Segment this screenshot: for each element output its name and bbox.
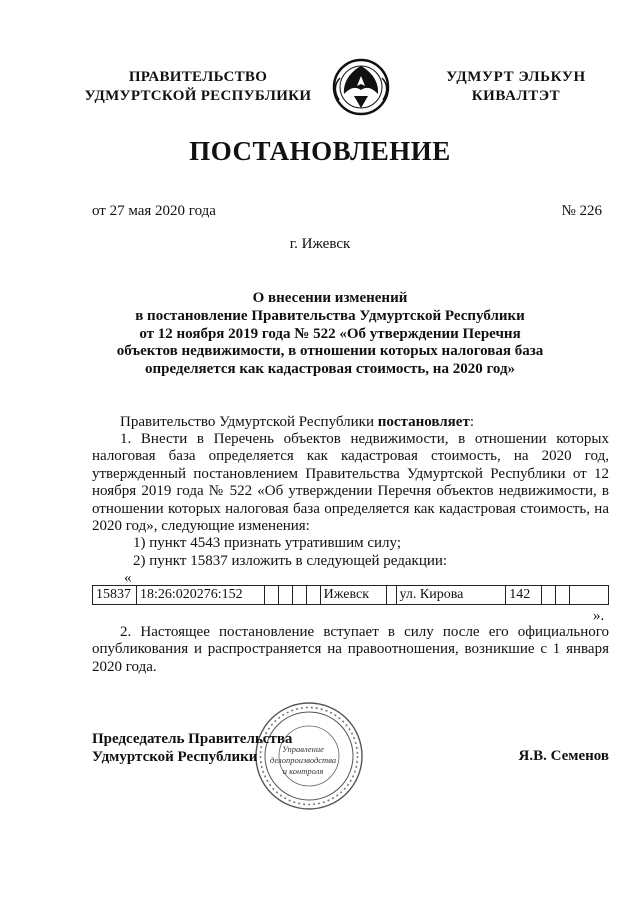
header-right-line1: УДМУРТ ЭЛЬКУН — [446, 69, 586, 85]
document-date: от 27 мая 2020 года — [92, 203, 216, 219]
intro-bold: постановляет — [377, 414, 470, 430]
quote-close: ». — [593, 608, 605, 624]
table-cell: 142 — [506, 586, 542, 605]
intro-suffix: : — [469, 414, 474, 430]
stamp-line3: и контроля — [282, 766, 324, 776]
table-cell — [264, 586, 278, 605]
signatory-title-line2: Удмуртской Республики — [92, 749, 258, 765]
table-cell — [278, 586, 292, 605]
resolution-item-2: 2. Настоящее постановление вступает в силу после его официального опубликования и распространяется на правоотношения, возникшие с 1 января 2020 года. — [92, 624, 609, 675]
subject-line4: объектов недвижимости, в отношении которых налоговая база — [116, 343, 544, 360]
table-cell — [386, 586, 396, 605]
table-cell — [556, 586, 570, 605]
stamp-line2: делопроизводства — [269, 755, 337, 765]
subject-line3: от 12 ноября 2019 года № 522 «Об утверждении Перечня — [139, 325, 521, 342]
signatory-name: Я.В. Семенов — [518, 748, 609, 764]
signatory-title-line1: Председатель Правительства — [92, 731, 293, 747]
table-cell: 18:26:020276:152 — [136, 586, 264, 605]
subitem-2: 2) пункт 15837 изложить в следующей редакции: — [133, 553, 448, 569]
table-cell: Ижевск — [320, 586, 386, 605]
header-right-block — [416, 68, 616, 106]
subject-line2: в постановление Правительства Удмуртской Республики — [135, 307, 525, 324]
table-cell — [542, 586, 556, 605]
table-cell: 15837 — [93, 586, 137, 605]
table-cell: ул. Кирова — [396, 586, 506, 605]
resolution-item-1: 1. Внести в Перечень объектов недвижимости, в отношении которых налоговая база определяется как кадастровая стоимость, на 2020 год, утвержденный постановлением Правительства Удмуртской Республики от 12 ноября 2019 года № 522 «Об утверждении Перечня объектов недвижимости, в отношении которых налоговая база определяется как кадастровая стоимость, на 2020 год», следующие изменения: — [92, 431, 609, 535]
subject-line1: О внесении изменений — [252, 290, 408, 306]
subitem-1: 1) пункт 4543 признать утратившим силу; — [133, 535, 402, 551]
stamp-line1: Управление — [282, 744, 324, 754]
subject-line5: определяется как кадастровая стоимость, на 2020 год» — [144, 361, 516, 378]
header-left-line1: ПРАВИТЕЛЬСТВО — [128, 69, 268, 85]
document-subject — [90, 290, 570, 379]
table-cell — [570, 586, 609, 605]
table-row — [93, 586, 609, 605]
resolution-intro — [92, 414, 609, 431]
document-title: ПОСТАНОВЛЕНИЕ — [189, 136, 451, 166]
intro-prefix: Правительство Удмуртской Республики — [120, 414, 378, 430]
table-cell — [292, 586, 306, 605]
quote-open: « — [124, 570, 132, 586]
table-cell — [306, 586, 320, 605]
document-city: г. Ижевск — [289, 236, 351, 252]
document-number: № 226 — [561, 203, 602, 219]
header-left-block — [78, 68, 318, 106]
header-right-line2: КИВАЛТЭТ — [471, 88, 561, 104]
signatory-title — [92, 730, 292, 766]
udmurt-coat-of-arms-icon — [330, 56, 392, 116]
header-left-line2: УДМУРТСКОЙ РЕСПУБЛИКИ — [84, 88, 312, 104]
property-table — [92, 585, 609, 605]
